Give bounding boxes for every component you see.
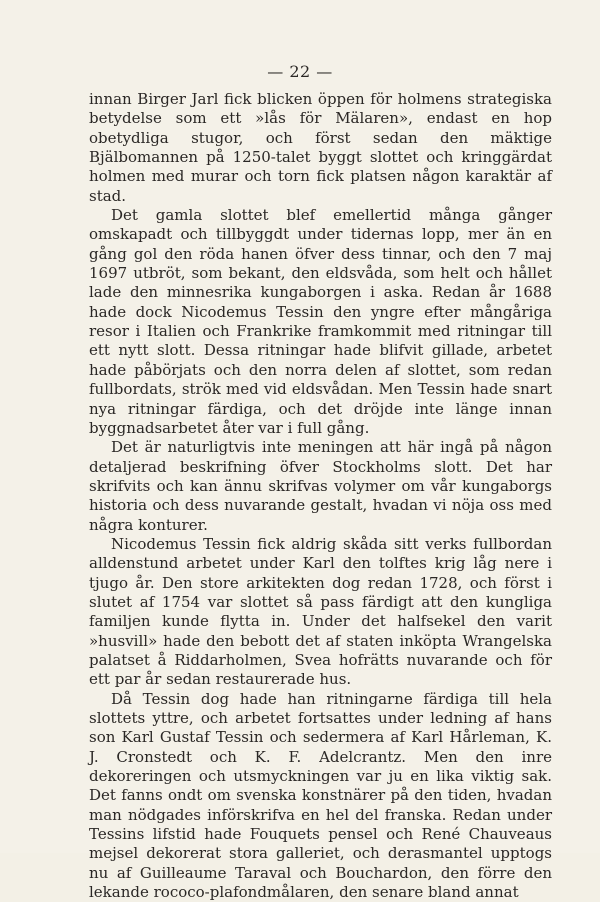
body-text (89, 90, 552, 902)
page-number: — 22 — (267, 62, 333, 81)
paragraph-3: Det är naturligtvis inte meningen att här ingå på någon detaljerad beskrifning öfver Stockholms slott. Det har skrifvits och kan ännu skrifvas volymer om vår kungaborgs historia och dess nuvarande gestalt, hvadan vi nöja oss med några konturer. (89, 438, 552, 534)
paragraph-5: Då Tessin dog hade han ritningarne färdiga till hela slottets yttre, och arbetet fortsattes under ledning af hans son Karl Gustaf Tessin och sedermera af Karl Hårleman, K. J. Cronstedt och K. F. Adelcrantz. Men den inre dekoreringen och utsmyckningen var ju en lika viktig sak. Det fanns ondt om svenska konstnärer på den tiden, hvadan man nödgades införskrifva en hel del franska. Redan under Tessins lifstid hade Fouquets pensel och René Chauveaus mejsel dekorerat stora galleriet, och derasmantel upptogs nu af Guilleaume Taraval och Bouchardon, den förre den lekande rococo-plafondmålaren, den senare bland annat (89, 689, 552, 902)
paragraph-1: innan Birger Jarl fick blicken öppen för holmens strategiska betydelse som ett »lås för Mälaren», endast en hop obetydliga stugor, och först sedan den mäktige Bjälbomannen på 1250-talet byggt slottet och kringgärdat holmen med murar och torn fick platsen någon karaktär af stad. (89, 90, 552, 205)
paragraph-4: Nicodemus Tessin fick aldrig skåda sitt verks fullbordan alldenstund arbetet under Karl den tolftes krig låg nere i tjugo år. Den store arkitekten dog redan 1728, och först i slutet af 1754 var slottet så pass färdigt att den kungliga familjen kunde flytta in. Under det halfsekel den varit »husvill» hade den bebott det af staten inköpta Wrangelska palatset å Riddarholmen, Svea hofrätts nuvarande och för ett par år sedan restaurerade hus. (89, 534, 552, 689)
paragraph-2: Det gamla slottet blef emellertid många gånger omskapadt och tillbyggdt under tidernas lopp, mer än en gång gol den röda hanen öfver dess tinnar, och den 7 maj 1697 utbröt, som bekant, den eldsvåda, som helt och hållet lade den minnesrika kungaborgen i aska. Redan år 1688 hade dock Nicodemus Tessin den yngre efter mångåriga resor i Italien och Frankrike framkommit med ritningar till ett nytt slott. Dessa ritningar hade blifvit gillade, arbetet hade påbörjats och den norra delen af slottet, som redan fullbordats, strök med vid eldsvådan. Men Tessin hade snart nya ritningar färdiga, och det dröjde inte länge innan byggnadsarbetet åter var i full gång. (89, 206, 552, 437)
